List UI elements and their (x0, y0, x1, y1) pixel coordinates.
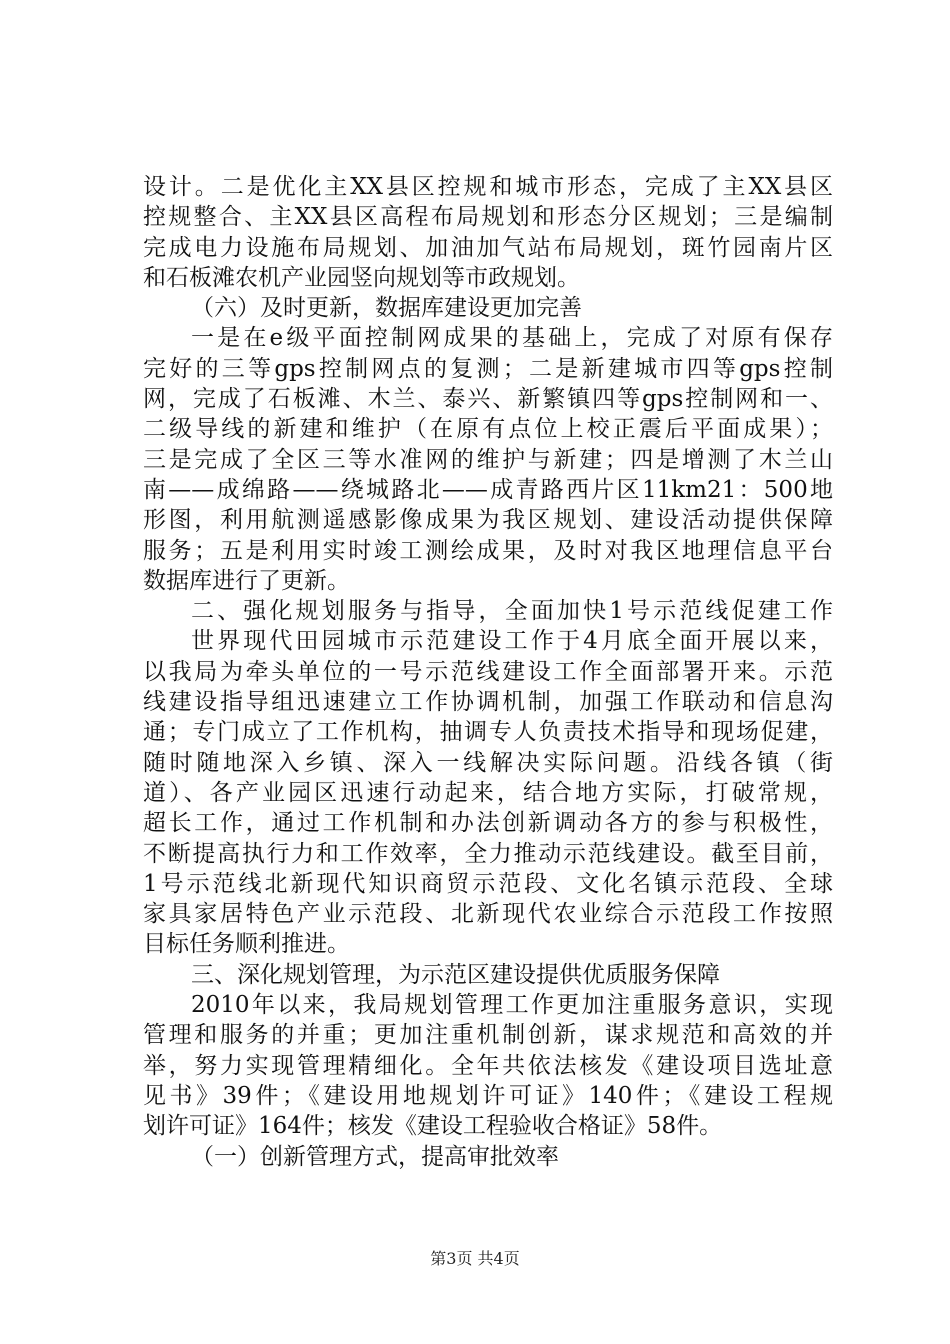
text-line: 线建设指导组迅速建立工作协调机制，加强工作联动和信息沟 (143, 689, 833, 716)
text-line: 通；专门成立了工作机构，抽调专人负责技术指导和现场促建， (143, 719, 833, 746)
text-line: 管理和服务的并重；更加注重机制创新，谋求规范和高效的并 (143, 1022, 833, 1049)
text-line: 以我局为牵头单位的一号示范线建设工作全面部署开来。示范 (143, 658, 833, 685)
section-heading: 三、深化规划管理，为示范区建设提供优质服务保障 (191, 961, 720, 988)
page-number: 第3页 共4页 (430, 1249, 520, 1268)
text-line: 划许可证》164件；核发《建设工程验收合格证》58件。 (143, 1113, 723, 1140)
text-line: 完成电力设施布局规划、加油加气站布局规划，斑竹园南片区 (143, 234, 833, 261)
text-line: 1号示范线北新现代知识商贸示范段、文化名镇示范段、全球 (143, 870, 833, 897)
section-heading: 二、强化规划服务与指导，全面加快1号示范线促建工作 (191, 598, 833, 625)
text-line: 世界现代田园城市示范建设工作于4月底全面开展以来， (191, 628, 833, 655)
text-line: 举，努力实现管理精细化。全年共依法核发《建设项目选址意 (143, 1052, 833, 1079)
body-text (143, 172, 833, 1172)
text-line: 南——成绵路——绕城路北——成青路西片区11km21：500地 (143, 476, 833, 503)
text-line: 控规整合、主XX县区高程布局规划和形态分区规划；三是编制 (143, 204, 833, 231)
section-heading: （一）创新管理方式，提高审批效率 (191, 1143, 559, 1170)
text-line: 三是完成了全区三等水准网的维护与新建；四是增测了木兰山 (143, 446, 833, 473)
text-line: 见书》39件；《建设用地规划许可证》140件；《建设工程规 (143, 1082, 833, 1109)
text-line: 2010年以来，我局规划管理工作更加注重服务意识，实现 (191, 992, 833, 1019)
text-line: 完好的三等gps控制网点的复测；二是新建城市四等gps控制 (143, 355, 833, 382)
text-line: 网，完成了石板滩、木兰、泰兴、新繁镇四等gps控制网和一、 (143, 386, 833, 413)
text-line: 道）、各产业园区迅速行动起来，结合地方实际，打破常规， (143, 779, 833, 806)
text-line: 目标任务顺利推进。 (143, 931, 350, 958)
text-line: 随时随地深入乡镇、深入一线解决实际问题。沿线各镇（街 (143, 749, 833, 776)
text-line: 形图，利用航测遥感影像成果为我区规划、建设活动提供保障 (143, 507, 833, 534)
text-line: 二级导线的新建和维护（在原有点位上校正震后平面成果）； (143, 416, 833, 443)
text-line: 数据库进行了更新。 (143, 567, 350, 594)
text-line: 一是在e级平面控制网成果的基础上，完成了对原有保存 (191, 325, 833, 352)
text-line: 和石板滩农机产业园竖向规划等市政规划。 (143, 264, 580, 291)
text-line: 家具家居特色产业示范段、北新现代农业综合示范段工作按照 (143, 901, 833, 928)
text-line: 服务；五是利用实时竣工测绘成果，及时对我区地理信息平台 (143, 537, 833, 564)
section-heading: （六）及时更新，数据库建设更加完善 (191, 295, 582, 322)
text-line: 设计。二是优化主XX县区控规和城市形态，完成了主XX县区 (143, 174, 833, 200)
text-line: 不断提高执行力和工作效率，全力推动示范线建设。截至目前， (143, 840, 833, 867)
text-line: 超长工作，通过工作机制和办法创新调动各方的参与积极性， (143, 810, 833, 837)
